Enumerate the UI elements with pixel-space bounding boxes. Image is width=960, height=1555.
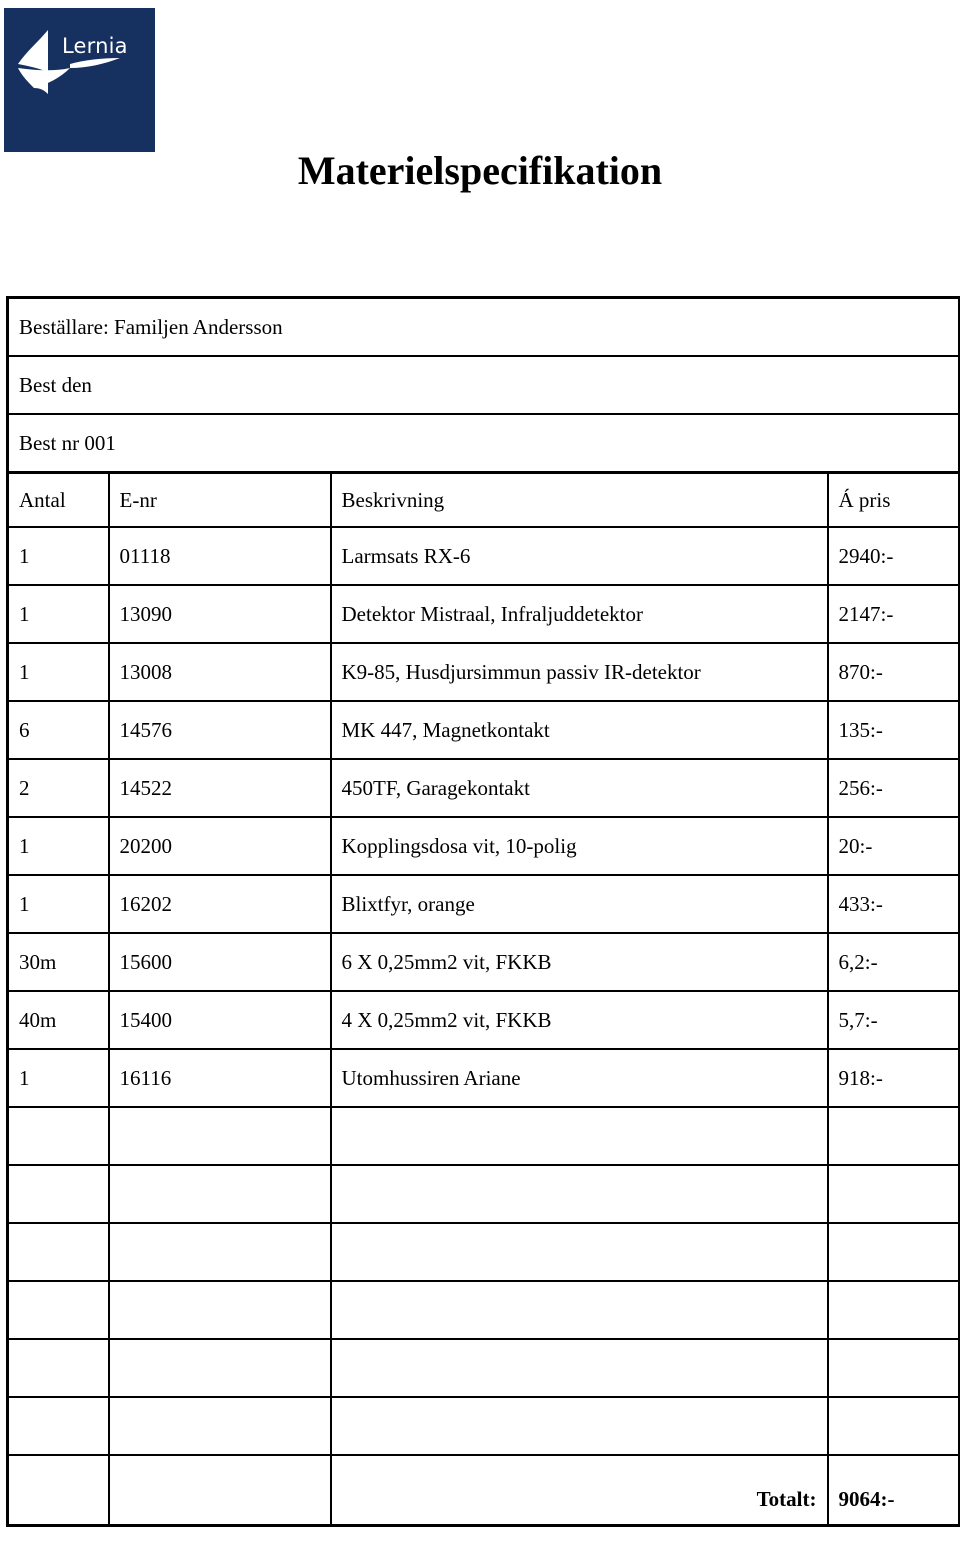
table-row (8, 585, 960, 643)
empty-cell (331, 1223, 828, 1281)
quantity-cell: 1 (8, 875, 109, 933)
empty-cell (331, 1107, 828, 1165)
customer-row (8, 298, 960, 357)
quantity-cell: 1 (8, 527, 109, 585)
table-row (8, 643, 960, 701)
total-value: 9064:- (828, 1455, 960, 1526)
unit-price-cell: 135:- (828, 701, 960, 759)
description-cell: 4 X 0,25mm2 vit, FKKB (331, 991, 828, 1049)
description-cell: Kopplingsdosa vit, 10-polig (331, 817, 828, 875)
table-row (8, 527, 960, 585)
description-cell: 450TF, Garagekontakt (331, 759, 828, 817)
empty-cell (8, 1455, 109, 1526)
unit-price-cell: 256:- (828, 759, 960, 817)
empty-cell (828, 1397, 960, 1455)
empty-cell (109, 1455, 331, 1526)
description-cell: Larmsats RX-6 (331, 527, 828, 585)
material-spec-table (6, 296, 960, 1527)
enr-cell: 20200 (109, 817, 331, 875)
enr-cell: 15400 (109, 991, 331, 1049)
quantity-cell: 1 (8, 1049, 109, 1107)
empty-cell (109, 1165, 331, 1223)
empty-cell (8, 1165, 109, 1223)
quantity-cell: 1 (8, 643, 109, 701)
empty-cell (331, 1165, 828, 1223)
unit-price-cell: 2940:- (828, 527, 960, 585)
empty-cell (8, 1223, 109, 1281)
enr-cell: 14522 (109, 759, 331, 817)
empty-cell (109, 1107, 331, 1165)
enr-cell: 13090 (109, 585, 331, 643)
table-row (8, 701, 960, 759)
empty-cell (828, 1165, 960, 1223)
empty-cell (331, 1339, 828, 1397)
empty-cell (828, 1281, 960, 1339)
table-row (8, 991, 960, 1049)
enr-cell: 16202 (109, 875, 331, 933)
description-cell: Utomhussiren Ariane (331, 1049, 828, 1107)
enr-cell: 13008 (109, 643, 331, 701)
enr-cell: 14576 (109, 701, 331, 759)
description-cell: K9-85, Husdjursimmun passiv IR-detektor (331, 643, 828, 701)
lernia-logo (4, 8, 155, 152)
unit-price-cell: 5,7:- (828, 991, 960, 1049)
quantity-cell: 2 (8, 759, 109, 817)
enr-cell: 01118 (109, 527, 331, 585)
empty-table-row (8, 1281, 960, 1339)
lernia-mark-icon (4, 8, 155, 152)
empty-table-row (8, 1339, 960, 1397)
quantity-cell: 40m (8, 991, 109, 1049)
table-row (8, 817, 960, 875)
empty-cell (828, 1223, 960, 1281)
column-header-description: Beskrivning (331, 473, 828, 528)
description-cell: Blixtfyr, orange (331, 875, 828, 933)
enr-cell: 16116 (109, 1049, 331, 1107)
order-number-row (8, 414, 960, 473)
empty-cell (828, 1107, 960, 1165)
order-number-text: Best nr 001 (8, 414, 960, 473)
empty-cell (109, 1397, 331, 1455)
unit-price-cell: 918:- (828, 1049, 960, 1107)
table-row (8, 933, 960, 991)
table-row (8, 875, 960, 933)
empty-cell (109, 1223, 331, 1281)
quantity-cell: 1 (8, 817, 109, 875)
unit-price-cell: 870:- (828, 643, 960, 701)
empty-cell (8, 1107, 109, 1165)
empty-table-row (8, 1107, 960, 1165)
customer-text: Beställare: Familjen Andersson (8, 298, 960, 357)
empty-cell (331, 1281, 828, 1339)
column-header-quantity: Antal (8, 473, 109, 528)
unit-price-cell: 20:- (828, 817, 960, 875)
empty-table-row (8, 1397, 960, 1455)
empty-cell (8, 1339, 109, 1397)
table-row (8, 759, 960, 817)
quantity-cell: 1 (8, 585, 109, 643)
logo-brand-text: Lernia (62, 34, 128, 58)
order-date-row (8, 356, 960, 414)
unit-price-cell: 433:- (828, 875, 960, 933)
total-label: Totalt: (331, 1455, 828, 1526)
total-row (8, 1455, 960, 1526)
empty-cell (8, 1397, 109, 1455)
description-cell: MK 447, Magnetkontakt (331, 701, 828, 759)
quantity-cell: 6 (8, 701, 109, 759)
empty-cell (109, 1281, 331, 1339)
description-cell: 6 X 0,25mm2 vit, FKKB (331, 933, 828, 991)
description-cell: Detektor Mistraal, Infraljuddetektor (331, 585, 828, 643)
unit-price-cell: 2147:- (828, 585, 960, 643)
empty-table-row (8, 1223, 960, 1281)
table-row (8, 1049, 960, 1107)
quantity-cell: 30m (8, 933, 109, 991)
empty-cell (331, 1397, 828, 1455)
column-header-unit-price: Á pris (828, 473, 960, 528)
empty-table-row (8, 1165, 960, 1223)
order-date-text: Best den (8, 356, 960, 414)
page-title: Materielspecifikation (297, 148, 663, 193)
unit-price-cell: 6,2:- (828, 933, 960, 991)
column-header-enr: E-nr (109, 473, 331, 528)
empty-cell (109, 1339, 331, 1397)
empty-cell (8, 1281, 109, 1339)
table-header-row (8, 473, 960, 528)
enr-cell: 15600 (109, 933, 331, 991)
empty-cell (828, 1339, 960, 1397)
